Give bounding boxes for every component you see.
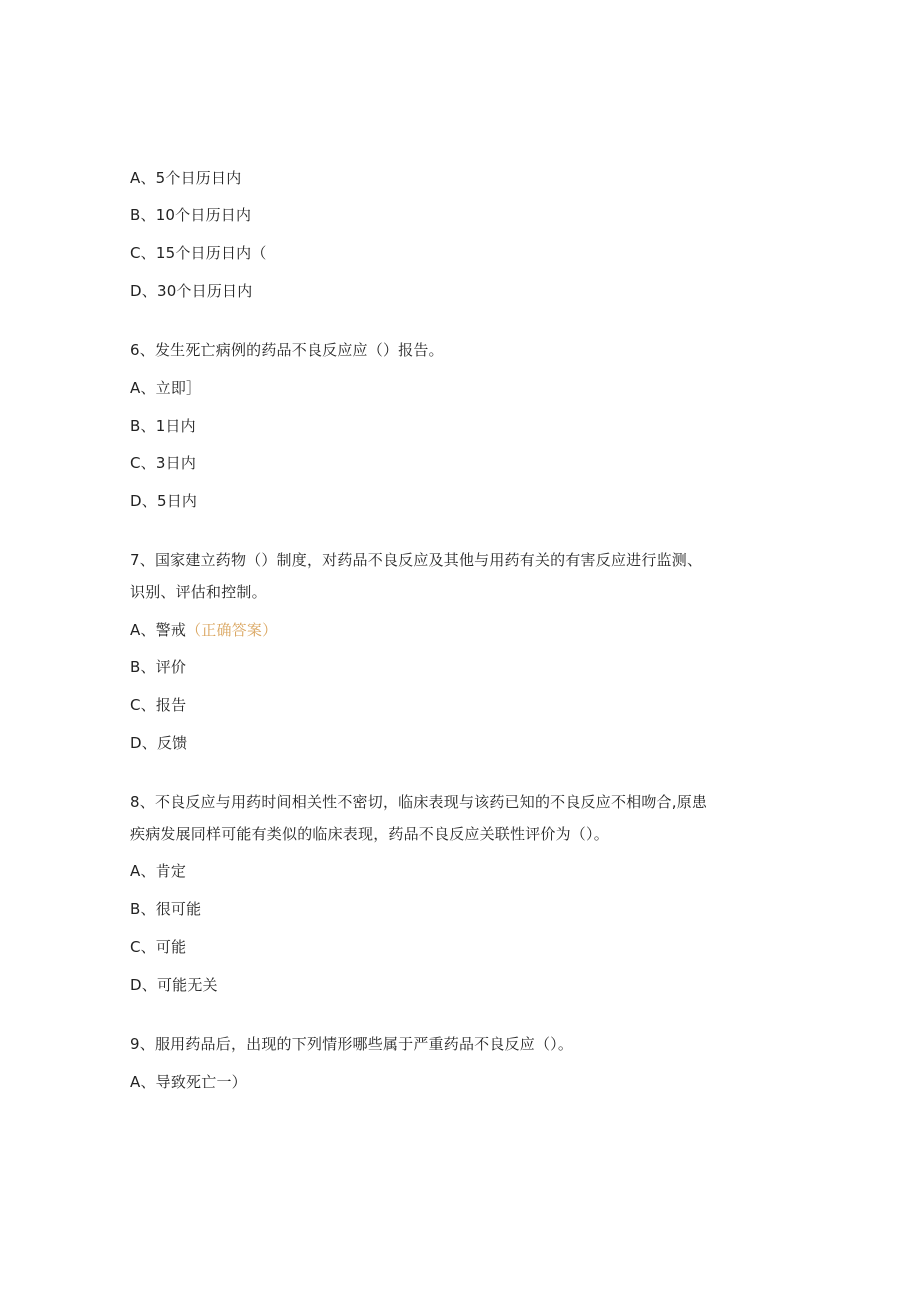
q6-option-d: D、5日内 <box>130 492 198 510</box>
q7-option-a-text: A、警戒 <box>130 621 187 639</box>
q7-option-a <box>130 620 790 640</box>
q5-option-c: C、15个日历日内（ <box>130 244 267 262</box>
q5-option-d: D、30个日历日内 <box>130 282 253 300</box>
q8-option-c: C、可能 <box>130 938 187 956</box>
q7-question-line-1: 7、国家建立药物（）制度，对药品不良反应及其他与用药有关的有害反应进行监测、 <box>130 551 703 569</box>
q8-question-line-1: 8、不良反应与用药时间相关性不密切，临床表现与该药已知的不良反应不相吻合,原患 <box>130 793 708 811</box>
q6-option-b: B、1日内 <box>130 417 196 435</box>
q7-option-c: C、报告 <box>130 696 187 714</box>
q8-question-line-2: 疾病发展同样可能有类似的临床表现，药品不良反应关联性评价为（）。 <box>130 825 609 843</box>
q8-option-a: A、肯定 <box>130 862 187 880</box>
q6-option-a: A、立即］ <box>130 379 202 397</box>
q9-option-a: A、导致死亡一） <box>130 1073 247 1091</box>
q6-option-c: C、3日内 <box>130 454 197 472</box>
correct-answer-mark: （正确答案） <box>186 621 278 639</box>
q7-question-line-2: 识别、评估和控制。 <box>130 583 267 601</box>
q6-question: 6、发生死亡病例的药品不良反应应（）报告。 <box>130 341 444 359</box>
q5-option-b: B、10个日历日内 <box>130 206 252 224</box>
q7-option-b: B、评价 <box>130 658 187 676</box>
q8-option-b: B、很可能 <box>130 900 202 918</box>
q8-option-d: D、可能无关 <box>130 976 218 994</box>
q5-option-a: A、5个日历日内 <box>130 169 242 187</box>
q9-question: 9、服用药品后，出现的下列情形哪些属于严重药品不良反应（）。 <box>130 1035 574 1053</box>
q7-option-d: D、反馈 <box>130 734 188 752</box>
